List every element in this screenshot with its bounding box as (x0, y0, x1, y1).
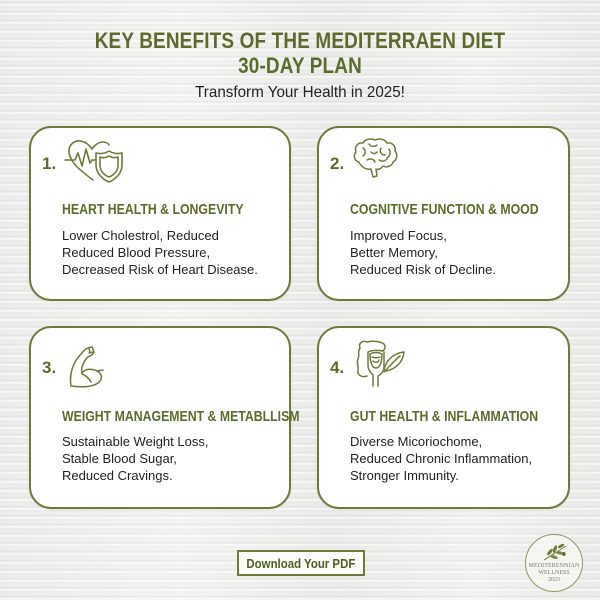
mediterranean-wellness-badge (525, 534, 583, 592)
flexed-arm-icon (67, 344, 107, 390)
card-body-line: Reduced Blood Pressure, (62, 245, 211, 260)
card-body-line: Stronger Immunity. (350, 468, 459, 483)
header (0, 28, 600, 102)
card-body-line: Stable Blood Sugar, (62, 451, 177, 466)
badge-line-2: WELLNESS (538, 570, 570, 576)
download-pdf-button[interactable] (237, 550, 365, 576)
badge-line-3: 2023 (548, 577, 560, 583)
page-subtitle: Transform Your Health in 2025! (195, 84, 405, 101)
benefit-card-heart-health (29, 126, 291, 301)
card-number: 1. (42, 154, 57, 173)
heart-shield-icon (63, 138, 125, 184)
card-body-line: Reduced Cravings. (62, 468, 173, 483)
card-body (350, 433, 532, 484)
card-body-line: Lower Cholestrol, Reduced (62, 228, 219, 243)
card-body (62, 227, 258, 278)
card-heading: COGNITIVE FUNCTION & MOOD (350, 201, 539, 218)
card-body (62, 433, 208, 484)
card-heading: WEIGHT MANAGEMENT & METABLLISM (62, 408, 300, 425)
card-body-line: Improved Focus, (350, 228, 447, 243)
download-pdf-label: Download Your PDF (246, 555, 356, 571)
card-body-line: Decreased Risk of Heart Disease. (62, 262, 258, 277)
olive-branch-icon (541, 541, 569, 563)
card-heading: HEART HEALTH & LONGEVITY (62, 201, 244, 218)
card-body-line: Diverse Micoriochome, (350, 434, 483, 449)
benefit-card-weight-management (29, 326, 300, 509)
card-heading: GUT HEALTH & INFLAMMATION (350, 408, 539, 425)
card-body-line: Reduced Chronic Inflammation, (350, 451, 533, 466)
card-number: 2. (330, 154, 345, 173)
benefit-card-gut-health (317, 326, 570, 509)
page-title-line-1: KEY BENEFITS OF THE MEDITERRAEN DIET (94, 28, 506, 53)
card-body-line: Reduced Risk of Decline. (350, 262, 496, 277)
page-title-line-2: 30-DAY PLAN (238, 53, 362, 78)
card-number: 3. (42, 358, 57, 377)
brain-icon (351, 136, 399, 180)
gut-leaf-icon (354, 338, 406, 390)
card-body-line: Sustainable Weight Loss, (62, 434, 209, 449)
card-number: 4. (330, 358, 345, 377)
benefit-card-cognitive-function (317, 126, 570, 301)
card-body (350, 227, 496, 278)
badge-line-1: MEDITERENNIAN (528, 563, 580, 569)
card-body-line: Better Memory, (350, 245, 438, 260)
